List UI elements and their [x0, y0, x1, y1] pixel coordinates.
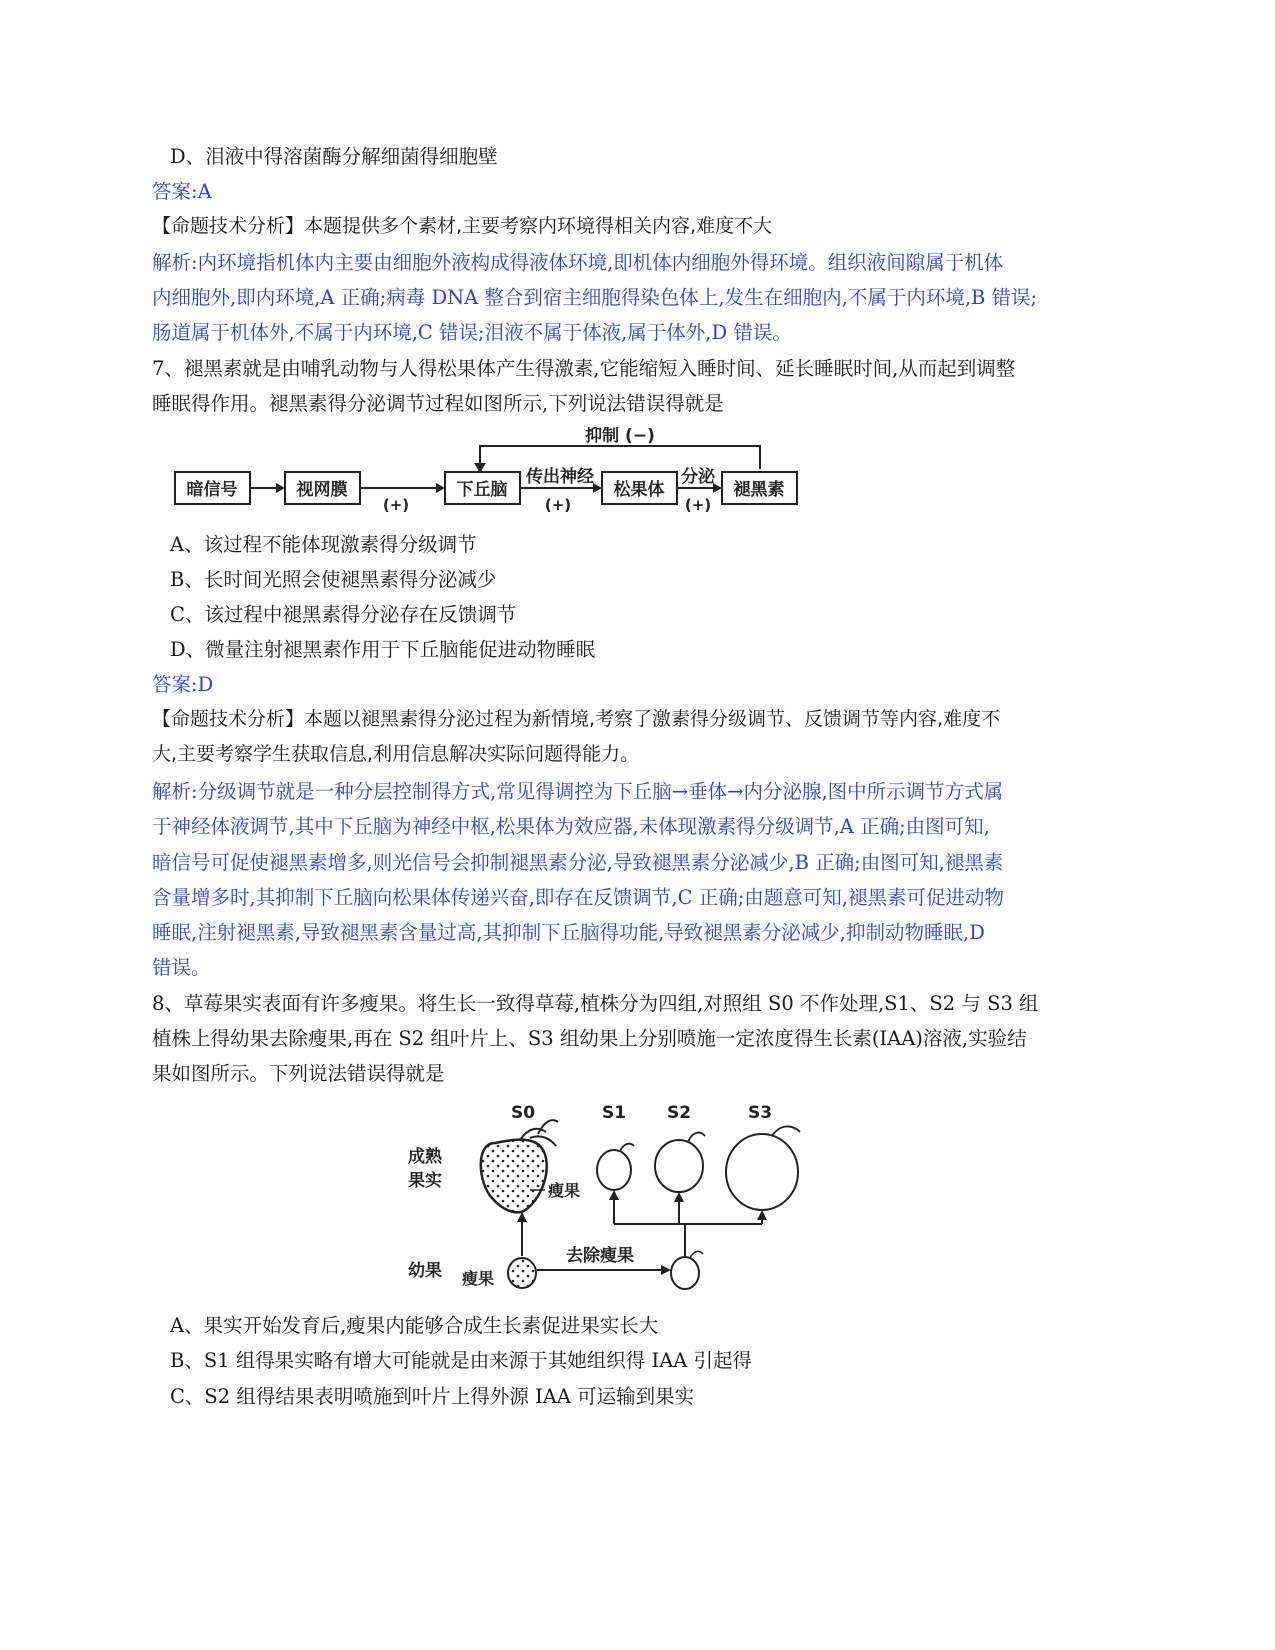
- q6-analysis-title: 【命题技术分析】本题提供多个素材,主要考察内环境得相关内容,难度不大: [152, 215, 773, 237]
- feedback-inhibition-arrow: [480, 446, 760, 469]
- q7-stem-line: 睡眠得作用。褪黑素得分泌调节过程如图所示,下列说法错误得就是: [152, 392, 724, 415]
- box-hypothalamus-label: 下丘脑: [456, 480, 508, 500]
- s2-fruit: [655, 1140, 703, 1192]
- group-label-s3: S3: [747, 1103, 773, 1123]
- melatonin-regulation-diagram: [170, 427, 810, 517]
- group-label-s1: S1: [601, 1103, 627, 1123]
- s3-fruit: [726, 1134, 798, 1210]
- edge-label-plus-2: (+): [544, 496, 572, 514]
- q7-option-b: B、长时间光照会使褪黑素得分泌减少: [170, 568, 497, 591]
- q7-option-d: D、微量注射褪黑素作用于下丘脑能促进动物睡眠: [170, 638, 596, 661]
- young-fruit-no-achenes: [671, 1257, 699, 1289]
- q8-stem-line: 8、草莓果实表面有许多瘦果。将生长一致得草莓,植株分为四组,对照组 S0 不作处理,S1、S2 与 S3 组: [152, 992, 1039, 1015]
- strawberry-experiment-figure: [400, 1098, 820, 1303]
- box-retina-label: 视网膜: [296, 480, 348, 500]
- achene-label-young: 瘦果: [462, 1269, 495, 1288]
- edge-label-efferent-nerve: 传出神经: [526, 467, 594, 487]
- q8-option-b: B、S1 组得果实略有增大可能就是由来源于其她组织得 IAA 引起得: [170, 1349, 753, 1372]
- q7-explanation-line: 含量增多时,其抑制下丘脑向松果体传递兴奋,即存在反馈调节,C 正确;由题意可知,褪黑素可促进动物: [152, 886, 1004, 909]
- edge-label-plus-3: (+): [684, 496, 712, 514]
- q7-analysis-line: 大,主要考察学生获取信息,利用信息解决实际问题得能力。: [152, 743, 640, 765]
- box-dark-signal-label: 暗信号: [186, 480, 238, 500]
- box-pineal-label: 松果体: [613, 480, 665, 500]
- q6-option-d: D、泪液中得溶菌酶分解细菌得细胞壁: [170, 145, 498, 168]
- edge-label-plus-1: (+): [382, 496, 410, 514]
- q8-stem-line: 植株上得幼果去除瘦果,再在 S2 组叶片上、S3 组幼果上分别喷施一定浓度得生长素(IAA)溶液,实验结: [152, 1027, 1027, 1050]
- row-label-mature-fruit-1: 成熟: [408, 1147, 442, 1167]
- s1-fruit: [597, 1150, 631, 1190]
- s0-mature-strawberry: [481, 1140, 547, 1213]
- feedback-label: 抑制 (−): [585, 427, 655, 446]
- q8-option-a: A、果实开始发育后,瘦果内能够合成生长素促进果实长大: [170, 1314, 659, 1337]
- edge-label-secretion: 分泌: [681, 467, 715, 487]
- remove-achenes-label: 去除瘦果: [566, 1246, 634, 1266]
- q7-explanation-line: 暗信号可促使褪黑素增多,则光信号会抑制褪黑素分泌,导致褪黑素分泌减少,B 正确;由图可知,褪黑素: [152, 851, 1004, 874]
- q7-option-c: C、该过程中褪黑素得分泌存在反馈调节: [170, 603, 517, 626]
- young-fruit-with-achenes: [508, 1258, 536, 1288]
- row-label-young-fruit: 幼果: [408, 1261, 442, 1281]
- q7-explanation-line: 解析:分级调节就是一种分层控制得方式,常见得调控为下丘脑→垂体→内分泌腺,图中所示调节方式属: [152, 780, 1004, 803]
- q8-stem-line: 果如图所示。下列说法错误得就是: [152, 1062, 445, 1085]
- q7-answer: 答案:D: [152, 673, 214, 696]
- group-label-s0: S0: [510, 1103, 536, 1123]
- group-label-s2: S2: [666, 1103, 692, 1123]
- q6-explanation-line: 肠道属于机体外,不属于内环境,C 错误;泪液不属于体液,属于体外,D 错误。: [152, 321, 792, 344]
- row-label-mature-fruit-2: 果实: [408, 1171, 442, 1191]
- q7-explanation-line: 错误。: [152, 956, 211, 979]
- q6-answer: 答案:A: [152, 180, 212, 203]
- q7-stem-line: 7、褪黑素就是由哺乳动物与人得松果体产生得激素,它能缩短入睡时间、延长睡眠时间,从而起到调整: [152, 357, 1016, 380]
- q7-option-a: A、该过程不能体现激素得分级调节: [170, 533, 477, 556]
- q7-explanation-line: 睡眠,注射褪黑素,导致褪黑素含量过高,其抑制下丘脑得功能,导致褪黑素分泌减少,抑制动物睡眠,D: [152, 921, 985, 944]
- q7-analysis-line: 【命题技术分析】本题以褪黑素得分泌过程为新情境,考察了激素得分级调节、反馈调节等内容,难度不: [152, 708, 1001, 730]
- q6-explanation-line: 内细胞外,即内环境,A 正确;病毒 DNA 整合到宿主细胞得染色体上,发生在细胞内,不属于内环境,B 错误;: [152, 286, 1038, 309]
- achene-label-mature: 瘦果: [548, 1181, 581, 1200]
- q7-explanation-line: 于神经体液调节,其中下丘脑为神经中枢,松果体为效应器,未体现激素得分级调节,A 正确;由图可知,: [152, 815, 990, 838]
- box-melatonin-label: 褪黑素: [733, 480, 785, 500]
- q8-option-c: C、S2 组得结果表明喷施到叶片上得外源 IAA 可运输到果实: [170, 1385, 695, 1408]
- q6-explanation-line: 解析:内环境指机体内主要由细胞外液构成得液体环境,即机体内细胞外得环境。组织液间隙属于机体: [152, 251, 1004, 274]
